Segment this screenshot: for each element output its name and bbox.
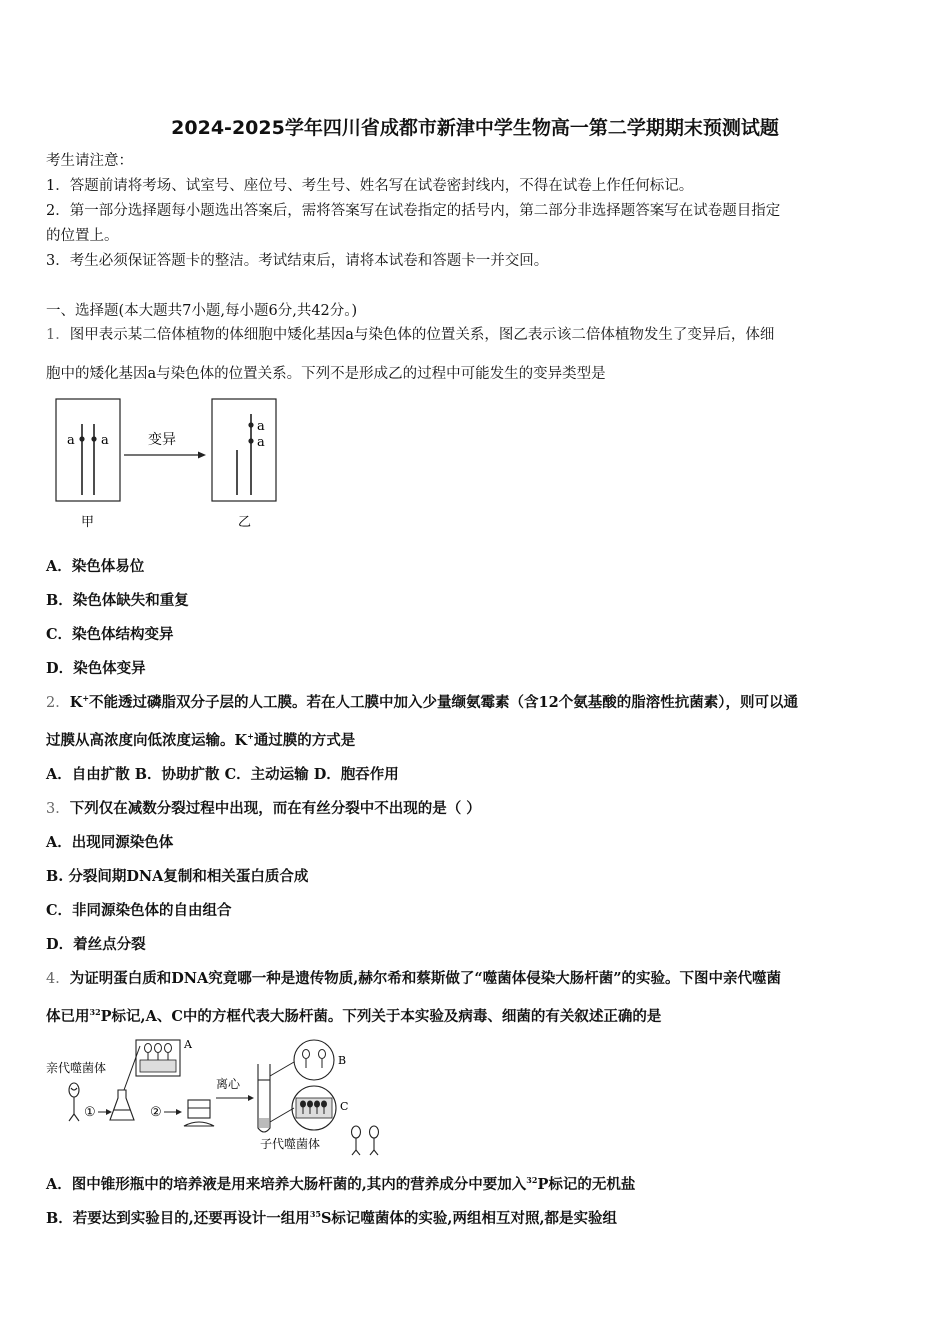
figure-label-yi: 乙 — [238, 515, 252, 530]
q1-option-d: D．染色体变异 — [46, 660, 146, 677]
q4-option-a — [46, 1175, 635, 1195]
q2-line-2 — [46, 731, 355, 751]
q1-line-1 — [46, 325, 774, 345]
q4-figure — [44, 1036, 394, 1158]
q2-text-1-sup: + — [82, 693, 90, 704]
flask-icon — [110, 1090, 134, 1120]
label-c: C — [340, 1100, 349, 1113]
q2-text-1a: K — [69, 694, 83, 711]
step-1-label: ① — [84, 1105, 96, 1120]
q4-text-1: 为证明蛋白质和DNA究竟哪一种是遗传物质,赫尔希和蔡斯做了“噬菌体侵染大肠杆菌”的实验。下图中亲代噬菌 — [69, 970, 782, 987]
gene-label-jia-left: a — [67, 433, 75, 448]
q3-text: 下列仅在减数分裂过程中出现，而在有丝分裂中不出现的是（ ） — [69, 800, 481, 817]
q4-line-2 — [46, 1007, 661, 1027]
q4-line-1 — [46, 969, 781, 989]
parent-phage-icon — [69, 1083, 79, 1121]
q1-option-b: B．染色体缺失和重复 — [46, 592, 189, 609]
q2-text-2-sup: + — [247, 731, 254, 742]
figure-label-jia: 甲 — [81, 515, 95, 530]
q3-option-b: B. 分裂间期DNA复制和相关蛋白质合成 — [46, 868, 309, 885]
notice-item-2: 2．第一部分选择题每小题选出答案后，需将答案写在试卷指定的括号内，第二部分非选择题答案写在试卷题目指定 — [46, 203, 781, 219]
q4-text-2a: 体已用 — [46, 1008, 90, 1025]
phage-on-bacterium-a — [145, 1044, 172, 1061]
label-parent-phage: 亲代噬菌体 — [46, 1061, 107, 1075]
q2-text-2a: 过膜从高浓度向低浓度运输。K — [46, 732, 248, 749]
q1-number: 1． — [46, 327, 70, 343]
cell-yi-box — [212, 399, 276, 501]
notice-item-3: 3．考生必须保证答题卡的整洁。考试结束后，请将本试卷和答题卡一并交回。 — [46, 253, 549, 269]
centrifuge-label: 离心 — [216, 1077, 241, 1091]
arrow-head — [198, 452, 206, 459]
gene-label-jia-right: a — [101, 433, 109, 448]
q4-option-b-text-2: S标记噬菌体的实验,两组相互对照,都是实验组 — [320, 1210, 618, 1227]
gene-dot-yi-lower — [248, 438, 253, 443]
q4-option-b-text-1: B．若要达到实验目的,还要再设计一组用 — [46, 1210, 310, 1227]
offspring-phage-icon — [352, 1126, 379, 1155]
q4-option-a-text-1: A．图中锥形瓶中的培养液是用来培养大肠杆菌的,其内的营养成分中要加入 — [46, 1176, 527, 1193]
arrow-centrifuge-head — [248, 1095, 254, 1101]
q4-text-2-sup: 32 — [89, 1007, 101, 1018]
q1-text-2: 胞中的矮化基因a与染色体的位置关系。下列不是形成乙的过程中可能发生的变异类型是 — [46, 366, 606, 382]
centrifuge-tube-icon — [258, 1064, 270, 1132]
notice-heading: 考生请注意： — [46, 153, 133, 169]
q3-option-c: C．非同源染色体的自由组合 — [46, 902, 232, 919]
mixer-icon — [184, 1100, 214, 1126]
gene-dot-jia-right — [91, 436, 96, 441]
q2-text-2b: 通过膜的方式是 — [253, 732, 356, 749]
q4-option-b — [46, 1209, 617, 1229]
notice-item-1: 1．答题前请将考场、试室号、座位号、考生号、姓名写在试卷密封线内，不得在试卷上作任何标记。 — [46, 178, 694, 194]
arrow-label: 变异 — [148, 432, 176, 448]
q3-option-a: A．出现同源染色体 — [46, 834, 174, 851]
gene-dot-yi-upper — [248, 422, 253, 427]
q4-option-a-sup: 32 — [526, 1175, 538, 1186]
q2-options: A．自由扩散 B．协助扩散 C．主动运输 D．胞吞作用 — [46, 766, 399, 783]
q3-option-d: D．着丝点分裂 — [46, 936, 146, 953]
tube-to-b-line — [270, 1062, 294, 1076]
label-a: A — [184, 1038, 192, 1051]
q2-text-1b: 不能透过磷脂双分子层的人工膜。若在人工膜中加入少量缬氨霉素（含12个氨基酸的脂溶性抗菌素），则可以通 — [89, 694, 798, 711]
q4-number: 4． — [46, 971, 70, 987]
gene-label-yi-upper: a — [257, 419, 265, 434]
gene-label-yi-lower: a — [257, 435, 265, 450]
q4-text-2b: P标记,A、C中的方框代表大肠杆菌。下列关于本实验及病毒、细菌的有关叙述正确的是 — [100, 1008, 662, 1025]
step-2-label: ② — [150, 1105, 162, 1120]
q4-option-a-text-2: P标记的无机盐 — [537, 1176, 636, 1193]
notice-item-2-cont: 的位置上。 — [46, 228, 119, 244]
page-title: 2024-2025学年四川省成都市新津中学生物高一第二学期期末预测试题 — [171, 117, 779, 139]
label-b: B — [338, 1054, 347, 1067]
arrow-step-1-head — [106, 1109, 112, 1115]
circle-b — [294, 1040, 334, 1080]
section-heading: 一、选择题(本大题共7小题,每小题6分,共42分。) — [46, 303, 358, 319]
q3-line — [46, 799, 481, 819]
flask-to-a-line — [124, 1046, 140, 1090]
q1-text-1: 图甲表示某二倍体植物的体细胞中矮化基因a与染色体的位置关系，图乙表示该二倍体植物发生了变异后，体细 — [69, 327, 775, 343]
q1-option-c: C．染色体结构变异 — [46, 626, 174, 643]
label-offspring-phage: 子代噬菌体 — [260, 1137, 321, 1151]
q2-number: 2． — [46, 695, 70, 711]
tube-to-c-line — [270, 1108, 294, 1122]
q2-line-1 — [46, 693, 798, 713]
q1-option-a: A．染色体易位 — [46, 558, 145, 575]
cell-jia-box — [56, 399, 120, 501]
q3-number: 3． — [46, 801, 70, 817]
q1-figure — [48, 392, 288, 534]
phage-in-b — [303, 1050, 326, 1069]
arrow-step-2-head — [176, 1109, 182, 1115]
bacterium-a — [140, 1060, 176, 1072]
gene-dot-jia-left — [79, 436, 84, 441]
q4-option-b-sup: 35 — [309, 1209, 321, 1220]
